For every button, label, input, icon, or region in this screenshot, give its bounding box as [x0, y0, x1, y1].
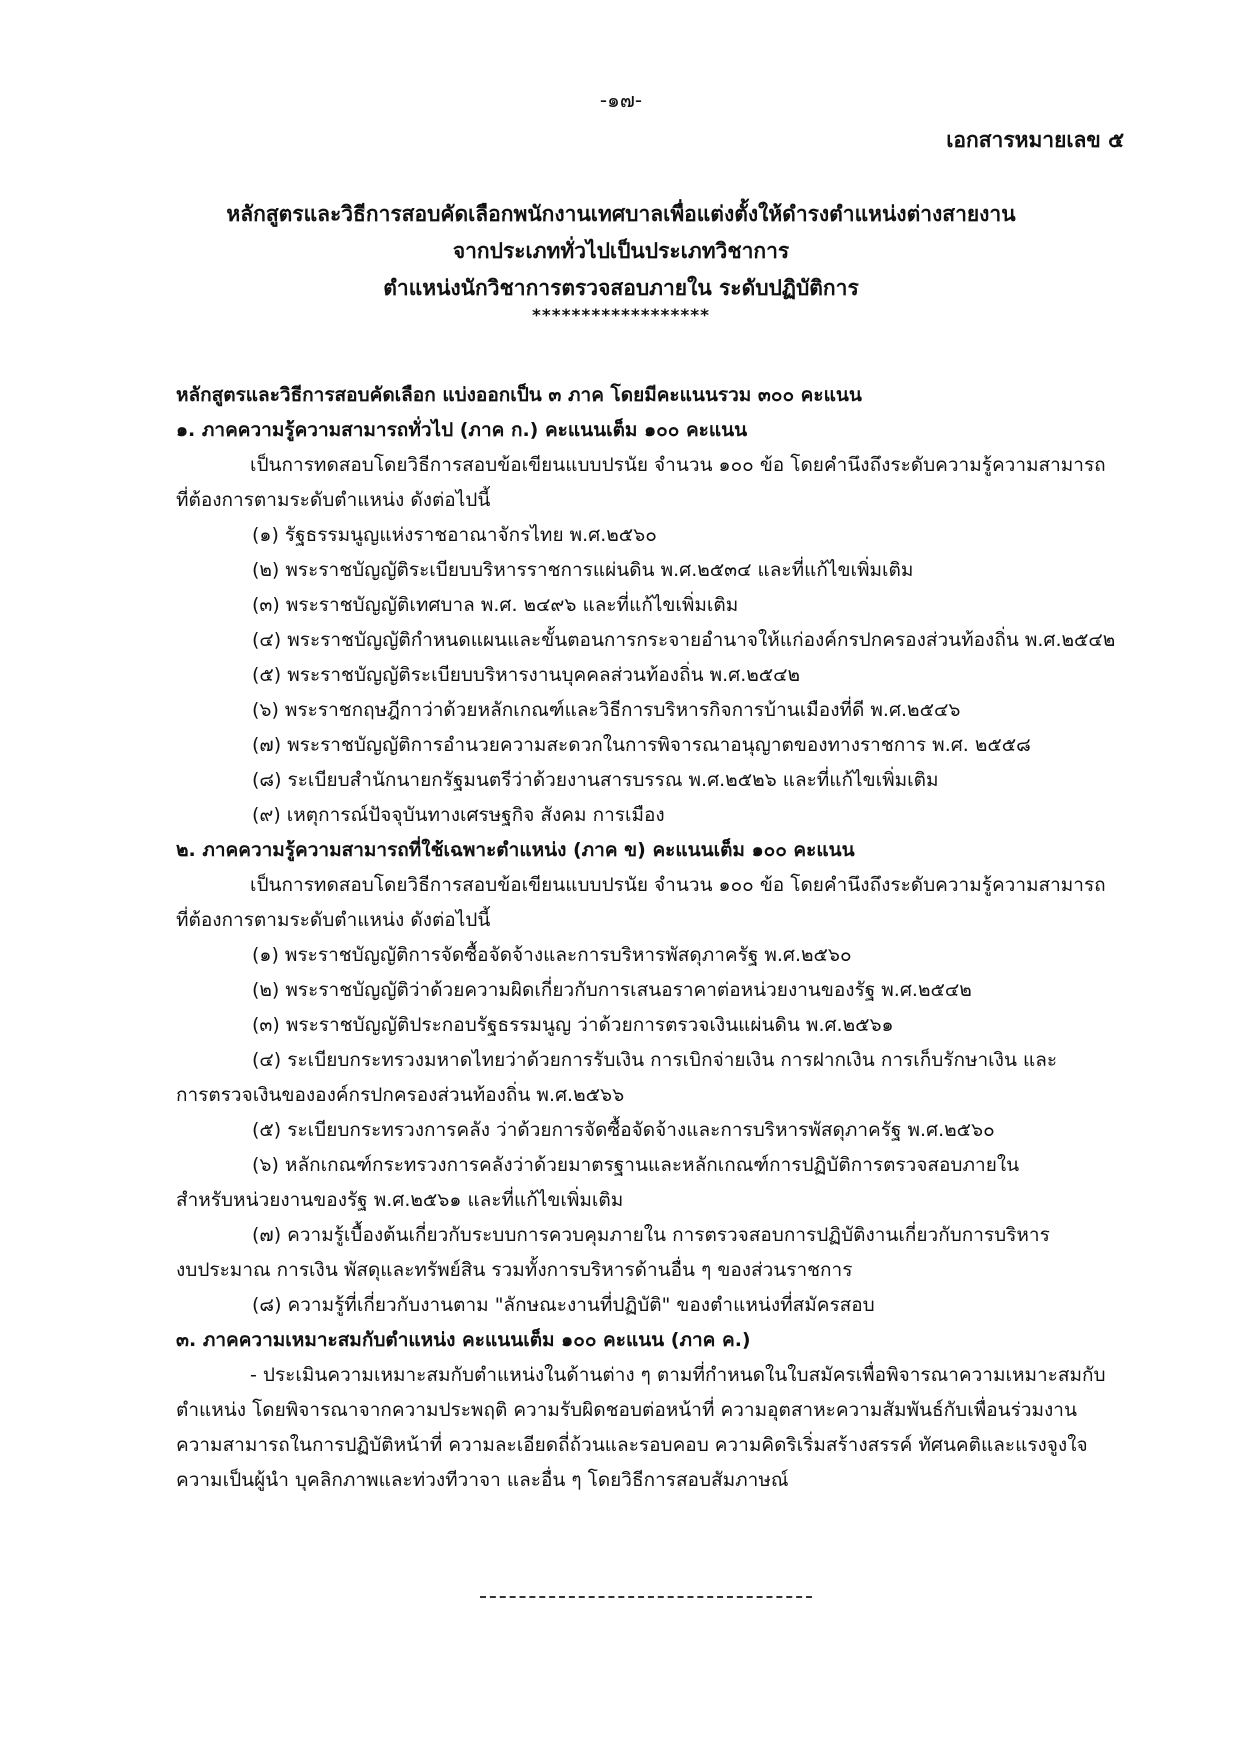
part2-item: (๖) หลักเกณฑ์กระทรวงการคลังว่าด้วยมาตรฐานและหลักเกณฑ์การปฏิบัติการตรวจสอบภายใน	[252, 1154, 1020, 1176]
part1-item: (๘) ระเบียบสำนักนายกรัฐมนตรีว่าด้วยงานสารบรรณ พ.ศ.๒๕๒๖ และที่แก้ไขเพิ่มเติม	[252, 769, 939, 791]
part2-heading: ๒. ภาคความรู้ความสามารถที่ใช้เฉพาะตำแหน่ง (ภาค ข) คะแนนเต็ม ๑๐๐ คะแนน	[176, 839, 855, 861]
part2-desc: เป็นการทดสอบโดยวิธีการสอบข้อเขียนแบบปรนัย จำนวน ๑๐๐ ข้อ โดยคำนึงถึงระดับความรู้ความสามารถ	[250, 874, 1106, 896]
part2-item-cont: การตรวจเงินขององค์กรปกครองส่วนท้องถิ่น พ.ศ.๒๕๖๖	[176, 1084, 625, 1106]
part1-item: (๙) เหตุการณ์ปัจจุบันทางเศรษฐกิจ สังคม การเมือง	[252, 804, 665, 826]
part1-item: (๓) พระราชบัญญัติเทศบาล พ.ศ. ๒๔๙๖ และที่แก้ไขเพิ่มเติม	[252, 594, 739, 616]
part2-item: (๘) ความรู้ที่เกี่ยวกับงานตาม "ลักษณะงานที่ปฏิบัติ" ของตำแหน่งที่สมัครสอบ	[252, 1294, 875, 1316]
part1-desc-cont: ที่ต้องการตามระดับตำแหน่ง ดังต่อไปนี้	[176, 489, 491, 511]
title-line-2: จากประเภททั่วไปเป็นประเภทวิชาการ	[452, 239, 790, 263]
part3-text: - ประเมินความเหมาะสมกับตำแหน่งในด้านต่าง ๆ ตามที่กำหนดในใบสมัครเพื่อพิจารณาความเหมาะสมกับ	[250, 1364, 1106, 1386]
end-divider	[480, 1596, 812, 1598]
part1-item: (๒) พระราชบัญญัติระเบียบบริหารราชการแผ่นดิน พ.ศ.๒๕๓๔ และที่แก้ไขเพิ่มเติม	[252, 559, 914, 581]
part2-item: (๓) พระราชบัญญัติประกอบรัฐธรรมนูญ ว่าด้วยการตรวจเงินแผ่นดิน พ.ศ.๒๕๖๑	[252, 1014, 894, 1036]
title-line-1: หลักสูตรและวิธีการสอบคัดเลือกพนักงานเทศบาลเพื่อแต่งตั้งให้ดำรงตำแหน่งต่างสายงาน	[226, 202, 1016, 226]
part3-text-cont: ความสามารถในการปฏิบัติหน้าที่ ความละเอียดถี่ถ้วนและรอบคอบ ความคิดริเริ่มสร้างสรรค์ ทัศนคติและแรงจูงใจ	[176, 1434, 1088, 1456]
part1-desc: เป็นการทดสอบโดยวิธีการสอบข้อเขียนแบบปรนัย จำนวน ๑๐๐ ข้อ โดยคำนึงถึงระดับความรู้ความสามารถ	[250, 454, 1106, 476]
part3-text-cont: ความเป็นผู้นำ บุคลิกภาพและท่วงทีวาจา และอื่น ๆ โดยวิธีการสอบสัมภาษณ์	[176, 1469, 789, 1491]
part2-item: (๑) พระราชบัญญัติการจัดซื้อจัดจ้างและการบริหารพัสดุภาครัฐ พ.ศ.๒๕๖๐	[252, 944, 852, 966]
part2-item-cont: งบประมาณ การเงิน พัสดุและทรัพย์สิน รวมทั้งการบริหารด้านอื่น ๆ ของส่วนราชการ	[176, 1259, 853, 1281]
document-number: เอกสารหมายเลข ๕	[946, 128, 1124, 152]
document-body	[176, 378, 1126, 1498]
part1-item: (๗) พระราชบัญญัติการอำนวยความสะดวกในการพิจารณาอนุญาตของทางราชการ พ.ศ. ๒๕๕๘	[252, 734, 1031, 756]
part1-item: (๔) พระราชบัญญัติกำหนดแผนและขั้นตอนการกระจายอำนาจให้แก่องค์กรปกครองส่วนท้องถิ่น พ.ศ.๒๕๔๒	[252, 629, 1116, 651]
part1-item: (๑) รัฐธรรมนูญแห่งราชอาณาจักรไทย พ.ศ.๒๕๖๐	[252, 524, 657, 546]
part2-item: (๗) ความรู้เบื้องต้นเกี่ยวกับระบบการควบคุมภายใน การตรวจสอบการปฏิบัติงานเกี่ยวกับการบริหาร	[252, 1224, 1050, 1246]
part2-item: (๒) พระราชบัญญัติว่าด้วยความผิดเกี่ยวกับการเสนอราคาต่อหน่วยงานของรัฐ พ.ศ.๒๕๔๒	[252, 979, 972, 1001]
page-number: -๑๗-	[599, 88, 643, 112]
document-title	[0, 196, 1242, 325]
part1-item: (๕) พระราชบัญญัติระเบียบบริหารงานบุคคลส่วนท้องถิ่น พ.ศ.๒๕๔๒	[252, 664, 801, 686]
part2-item: (๕) ระเบียบกระทรวงการคลัง ว่าด้วยการจัดซื้อจัดจ้างและการบริหารพัสดุภาครัฐ พ.ศ.๒๕๖๐	[252, 1119, 995, 1141]
title-separator: ******************	[531, 306, 711, 326]
title-line-3: ตำแหน่งนักวิชาการตรวจสอบภายใน ระดับปฏิบัติการ	[383, 276, 859, 300]
part1-heading: ๑. ภาคความรู้ความสามารถทั่วไป (ภาค ก.) คะแนนเต็ม ๑๐๐ คะแนน	[176, 419, 748, 441]
part3-text-cont: ตำแหน่ง โดยพิจารณาจากความประพฤติ ความรับผิดชอบต่อหน้าที่ ความอุตสาหะความสัมพันธ์กับเพื่อนร่วมงาน	[176, 1399, 1077, 1421]
part2-item: (๔) ระเบียบกระทรวงมหาดไทยว่าด้วยการรับเงิน การเบิกจ่ายเงิน การฝากเงิน การเก็บรักษาเงิน และ	[252, 1049, 1058, 1071]
part1-item: (๖) พระราชกฤษฎีกาว่าด้วยหลักเกณฑ์และวิธีการบริหารกิจการบ้านเมืองที่ดี พ.ศ.๒๕๔๖	[252, 699, 961, 721]
part3-heading: ๓. ภาคความเหมาะสมกับตำแหน่ง คะแนนเต็ม ๑๐๐ คะแนน (ภาค ค.)	[176, 1329, 751, 1351]
part2-item-cont: สำหรับหน่วยงานของรัฐ พ.ศ.๒๕๖๑ และที่แก้ไขเพิ่มเติม	[176, 1189, 624, 1211]
intro-heading: หลักสูตรและวิธีการสอบคัดเลือก แบ่งออกเป็น ๓ ภาค โดยมีคะแนนรวม ๓๐๐ คะแนน	[176, 384, 862, 406]
part2-desc-cont: ที่ต้องการตามระดับตำแหน่ง ดังต่อไปนี้	[176, 909, 491, 931]
